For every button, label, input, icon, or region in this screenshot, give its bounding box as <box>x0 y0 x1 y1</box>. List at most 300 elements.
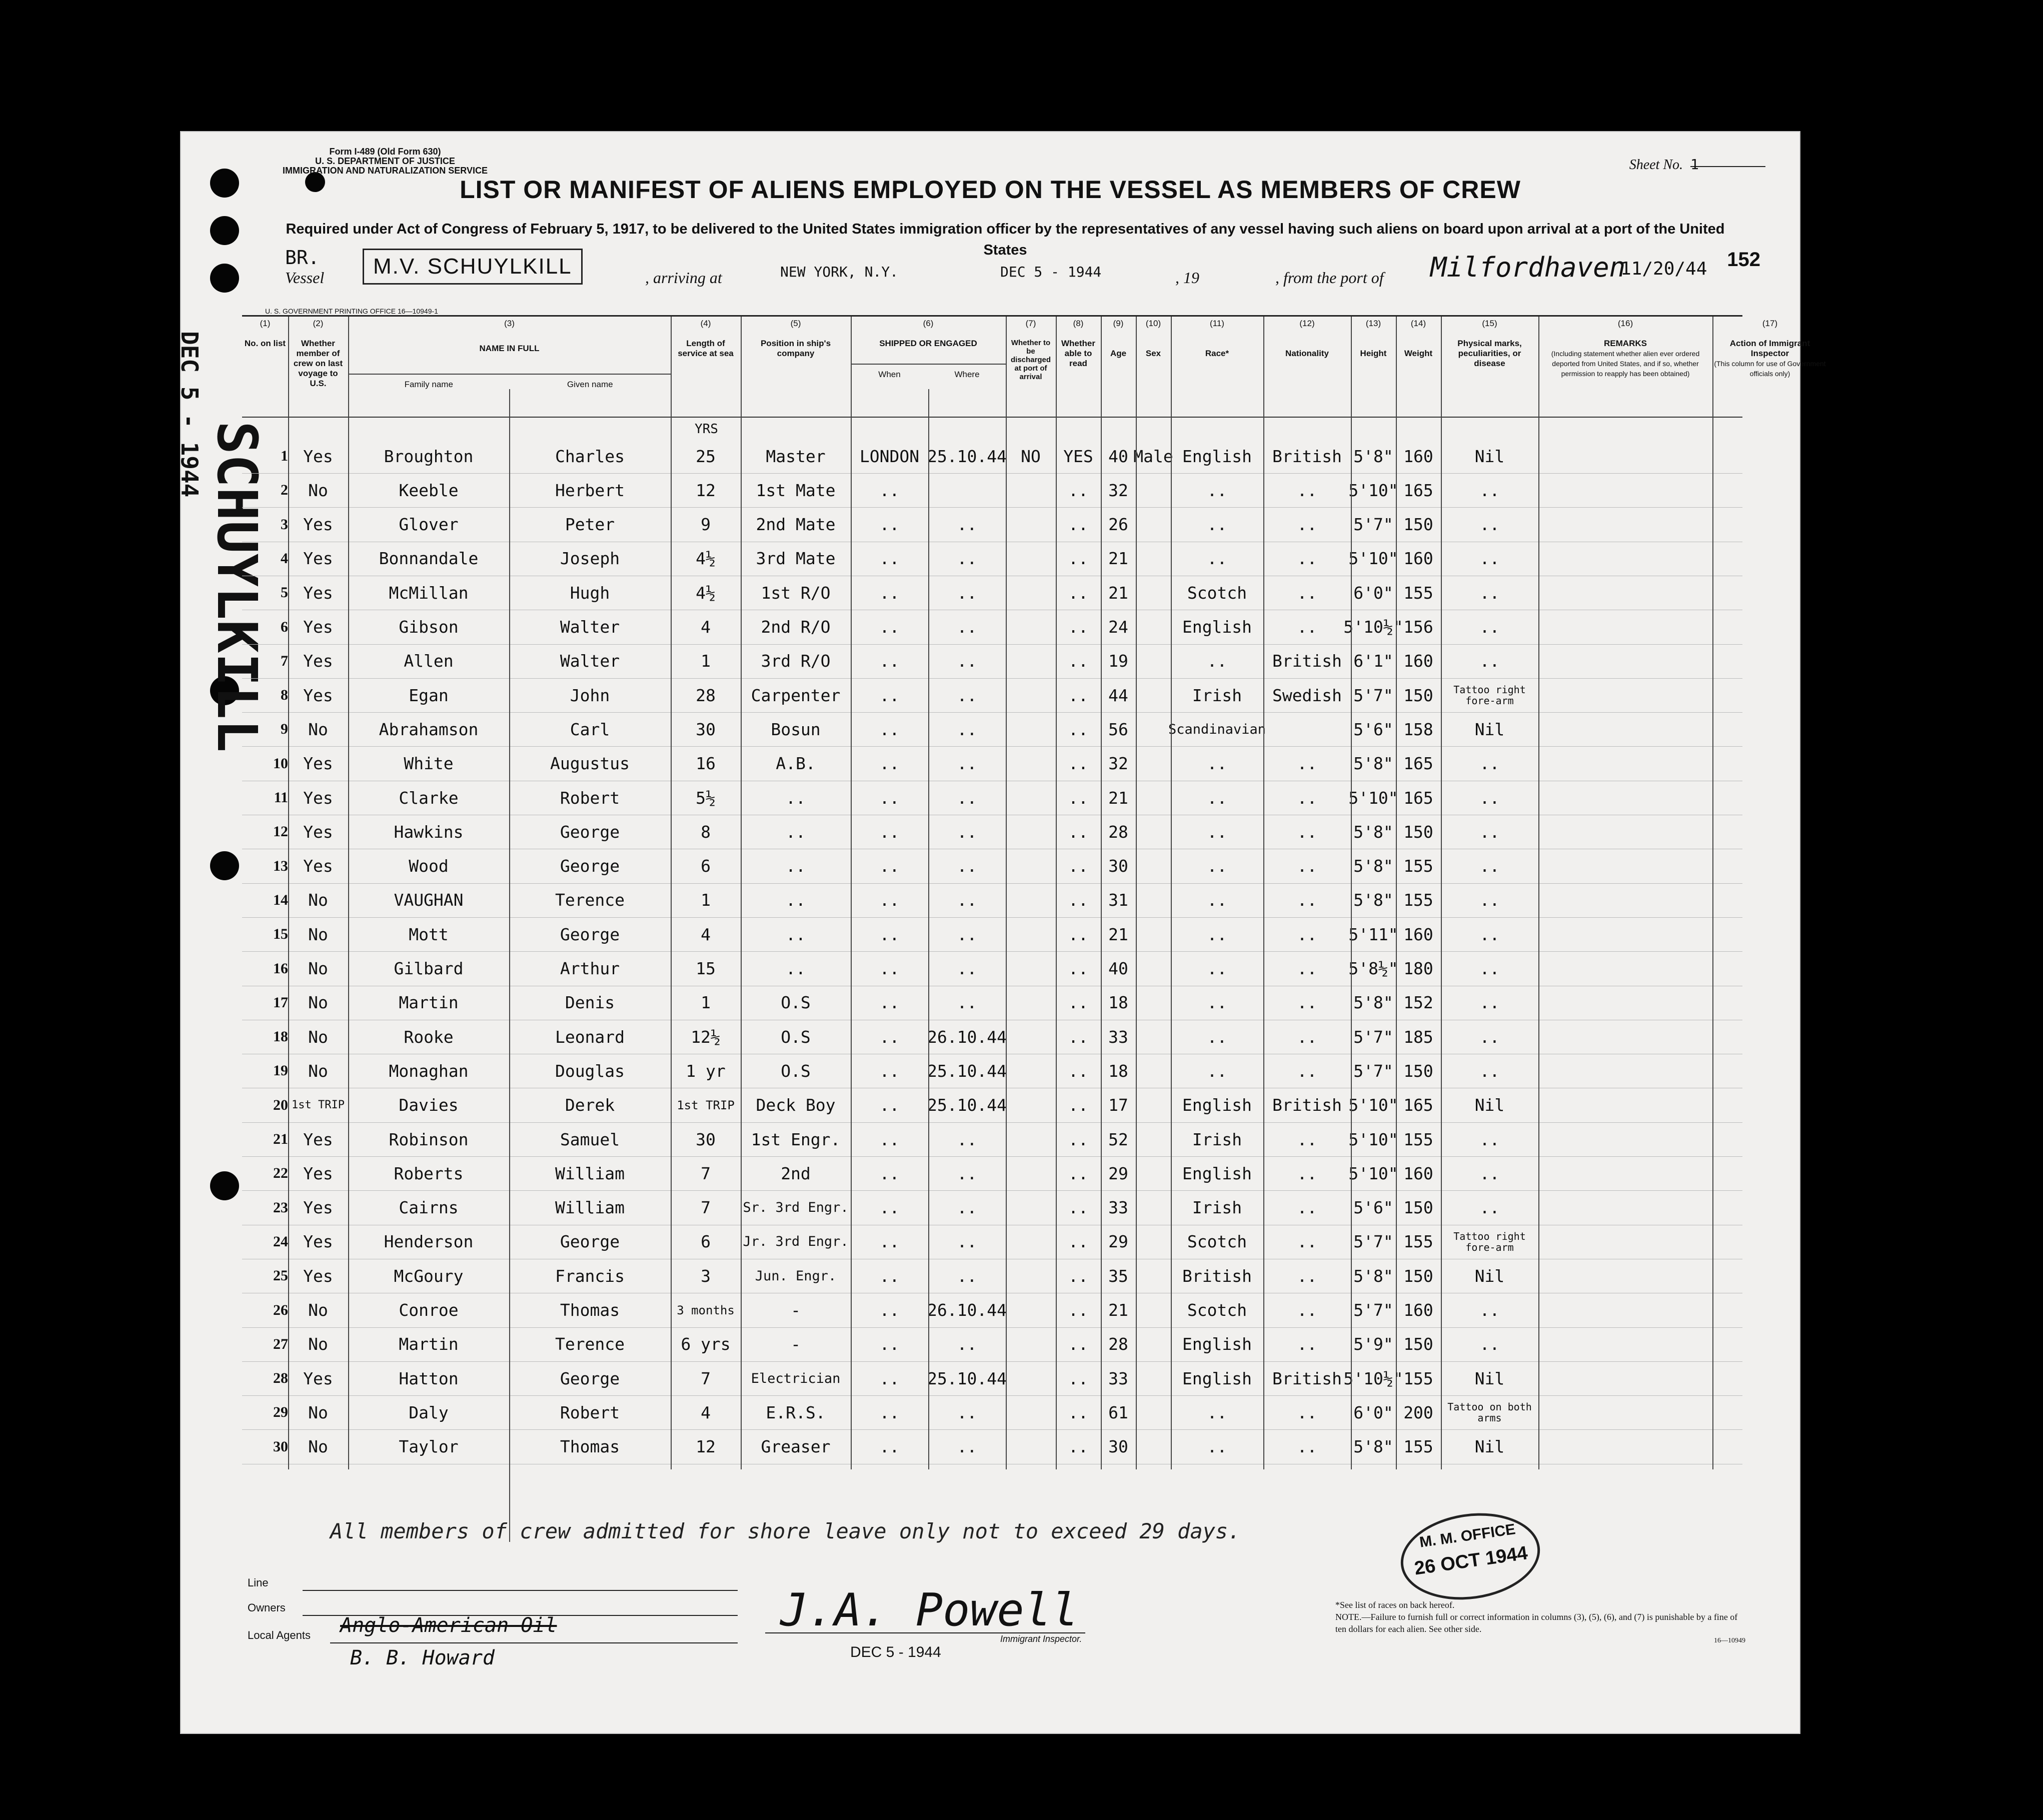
sex: Male <box>1133 446 1173 466</box>
nationality: British <box>1272 1095 1342 1115</box>
age: 17 <box>1108 1095 1128 1115</box>
row-number: 2 <box>281 482 288 499</box>
column-rule <box>1006 317 1007 1469</box>
weight: 165 <box>1403 754 1433 774</box>
physical-marks: Tattoo right fore-arm <box>1453 684 1526 707</box>
age: 56 <box>1108 719 1128 739</box>
header-race: (11) Race* <box>1205 319 1229 358</box>
nationality: .. <box>1297 1437 1317 1457</box>
weight: 150 <box>1403 822 1433 842</box>
given-name: Arthur <box>560 959 620 978</box>
nationality: .. <box>1297 822 1317 842</box>
position: Jr. 3rd Engr. <box>743 1234 849 1250</box>
column-rule <box>1396 317 1397 1469</box>
given-name: Peter <box>565 515 615 535</box>
service-length: 1 <box>701 651 711 671</box>
service-length: 8 <box>701 822 711 842</box>
age: 21 <box>1108 924 1128 944</box>
header-remarks: (16) REMARKS (Including statement whether alien ever ordered deported from United States, and if so, whether permission to reapply has been obtained) <box>1551 319 1700 378</box>
service-length: 30 <box>696 1129 716 1149</box>
able-to-read: .. <box>1068 1129 1088 1149</box>
office-stamp-date: 26 OCT 1944 <box>1413 1542 1529 1579</box>
shipped-where: 25.10.44 <box>927 1095 1007 1115</box>
race: English <box>1182 617 1252 637</box>
family-name: McMillan <box>389 583 469 603</box>
height: 5'10" <box>1348 788 1398 808</box>
row-number: 22 <box>273 1165 288 1182</box>
header-shipped: (6) SHIPPED OR ENGAGED When Where <box>851 317 1006 417</box>
discharged <box>1006 712 1056 746</box>
family-name: Gilbard <box>394 959 464 978</box>
table-row <box>242 542 1742 576</box>
shipped-when: .. <box>879 1437 900 1457</box>
discharged <box>1006 883 1056 917</box>
shipped-when: .. <box>879 719 900 739</box>
shipped-when: .. <box>879 788 900 808</box>
weight: 155 <box>1403 890 1433 910</box>
service-length: 4½ <box>696 583 716 603</box>
nationality: .. <box>1297 959 1317 978</box>
age: 29 <box>1108 1232 1128 1252</box>
shipped-where: .. <box>957 685 977 705</box>
age: 21 <box>1108 549 1128 569</box>
given-name: Joseph <box>560 549 620 569</box>
weight: 155 <box>1403 856 1433 876</box>
nationality: British <box>1272 446 1342 466</box>
able-to-read: .. <box>1068 856 1088 876</box>
able-to-read: .. <box>1068 719 1088 739</box>
sex <box>1136 1259 1171 1293</box>
table-row <box>242 1361 1742 1396</box>
sex <box>1136 610 1171 644</box>
height: 5'8" <box>1353 890 1393 910</box>
required-statement: Required under Act of Congress of February 5, 1917, to be delivered to the United States immigration officer by the representatives of any vessel having such aliens on board upon arrival at a port of the United States <box>286 221 1725 258</box>
inspector-signature: J.A. Powell <box>780 1584 1079 1636</box>
header-position: (5) Position in ship's company <box>760 319 831 358</box>
discharged <box>1006 917 1056 951</box>
shipped-where: .. <box>957 856 977 876</box>
age: 19 <box>1108 651 1128 671</box>
sex <box>1136 781 1171 815</box>
last-voyage: Yes <box>303 1232 333 1252</box>
height: 5'7" <box>1353 1232 1393 1252</box>
arriving-label: , arriving at <box>645 269 722 287</box>
able-to-read: .. <box>1068 1061 1088 1081</box>
shipped-where: 25.10.44 <box>927 1368 1007 1388</box>
family-name: Bonnandale <box>379 549 479 569</box>
sex <box>1136 849 1171 883</box>
height: 5'10" <box>1348 1095 1398 1115</box>
page-title: LIST OR MANIFEST OF ALIENS EMPLOYED ON THE VESSEL AS MEMBERS OF CREW <box>460 176 1521 204</box>
shipped-when: .. <box>879 1061 900 1081</box>
shipped-where: .. <box>957 1437 977 1457</box>
shipped-when: .. <box>879 1232 900 1252</box>
discharged <box>1006 1122 1056 1156</box>
shipped-when: .. <box>879 856 900 876</box>
shipped-when: .. <box>879 617 900 637</box>
service-length: 1 <box>701 993 711 1013</box>
races-note: *See list of races on back hereof. <box>1335 1600 1455 1610</box>
physical-marks: .. <box>1479 1198 1500 1218</box>
family-name: Robinson <box>389 1129 469 1149</box>
position: 3rd R/O <box>761 651 831 671</box>
last-voyage: No <box>308 959 328 978</box>
position: Bosun <box>771 719 821 739</box>
column-rule <box>1056 317 1057 1469</box>
discharged <box>1006 1225 1056 1259</box>
able-to-read: .. <box>1068 1402 1088 1422</box>
nationality: .. <box>1297 1266 1317 1286</box>
manifest-sheet <box>176 131 1826 1734</box>
physical-marks: .. <box>1479 617 1500 637</box>
shipped-where: 25.10.44 <box>927 446 1007 466</box>
physical-marks: .. <box>1479 1027 1500 1047</box>
given-name: William <box>555 1198 625 1218</box>
able-to-read: .. <box>1068 1300 1088 1320</box>
discharged: NO <box>1021 446 1041 466</box>
physical-marks: Nil <box>1474 1368 1505 1388</box>
position: - <box>791 1300 801 1320</box>
column-rule <box>288 317 289 1469</box>
able-to-read: YES <box>1063 446 1093 466</box>
position: 2nd <box>781 1163 811 1183</box>
sheet-number <box>1629 156 1765 173</box>
given-name: Douglas <box>555 1061 625 1081</box>
race: .. <box>1207 651 1227 671</box>
service-length: 12 <box>696 1437 716 1457</box>
height: 5'11" <box>1348 924 1398 944</box>
physical-marks: .. <box>1479 1163 1500 1183</box>
row-number: 23 <box>273 1199 288 1216</box>
last-voyage: No <box>308 1437 328 1457</box>
last-voyage: 1st TRIP <box>292 1099 345 1112</box>
shipped-when: .. <box>879 1266 900 1286</box>
given-name: Charles <box>555 446 625 466</box>
position: 2nd Mate <box>756 515 836 535</box>
given-name: Thomas <box>560 1300 620 1320</box>
discharged <box>1006 542 1056 576</box>
shipped-where: .. <box>957 959 977 978</box>
weight: 160 <box>1403 1300 1433 1320</box>
shipped-where: .. <box>957 549 977 569</box>
given-name: George <box>560 1232 620 1252</box>
vessel-label: Vessel <box>285 269 325 287</box>
footnotes <box>1335 1599 1745 1647</box>
height: 5'6" <box>1353 719 1393 739</box>
family-name: Mott <box>409 924 449 944</box>
weight: 150 <box>1403 1266 1433 1286</box>
discharged <box>1006 1361 1056 1395</box>
position: .. <box>786 856 806 876</box>
discharged <box>1006 473 1056 507</box>
height: 5'10" <box>1348 549 1398 569</box>
height: 5'7" <box>1353 515 1393 535</box>
nationality: .. <box>1297 480 1317 500</box>
shipped-when: .. <box>879 583 900 603</box>
given-name: Denis <box>565 993 615 1013</box>
service-length: 1st TRIP <box>677 1098 735 1112</box>
last-voyage: Yes <box>303 1368 333 1388</box>
service-length: 9 <box>701 515 711 535</box>
race: English <box>1182 1163 1252 1183</box>
table-row <box>242 439 1742 474</box>
position: Electrician <box>751 1370 841 1386</box>
weight: 185 <box>1403 1027 1433 1047</box>
race: Scotch <box>1187 583 1247 603</box>
family-name: Conroe <box>399 1300 459 1320</box>
race: .. <box>1207 754 1227 774</box>
family-name: Monaghan <box>389 1061 469 1081</box>
last-voyage: No <box>308 480 328 500</box>
margin-stamp-name: SCHUYLKILL <box>205 421 269 753</box>
nationality: .. <box>1297 1334 1317 1354</box>
row-number: 1 <box>281 448 288 464</box>
sex <box>1136 576 1171 610</box>
discharged <box>1006 1054 1056 1088</box>
last-voyage: Yes <box>303 515 333 535</box>
sex <box>1136 1361 1171 1395</box>
table-row <box>242 576 1742 610</box>
position: .. <box>786 924 806 944</box>
shipped-where: .. <box>957 515 977 535</box>
weight: 150 <box>1403 685 1433 705</box>
penalty-note: NOTE.—Failure to furnish full or correct information in columns (3), (5), (6), and (7) is punishable by a fine of ten dollars for each alien. See other side. <box>1335 1612 1738 1634</box>
service-length: 12½ <box>691 1027 721 1047</box>
weight: 150 <box>1403 1198 1433 1218</box>
column-rule <box>1101 317 1102 1469</box>
sex <box>1136 542 1171 576</box>
row-number: 11 <box>274 789 288 806</box>
height: 5'8" <box>1353 1437 1393 1457</box>
row-number: 16 <box>273 960 288 977</box>
physical-marks: Nil <box>1474 446 1505 466</box>
race: .. <box>1207 890 1227 910</box>
nationality: .. <box>1297 856 1317 876</box>
position: O.S <box>781 993 811 1013</box>
age: 33 <box>1108 1027 1128 1047</box>
weight: 160 <box>1403 924 1433 944</box>
nationality: .. <box>1297 1061 1317 1081</box>
shipped-where: .. <box>957 1334 977 1354</box>
last-voyage: Yes <box>303 583 333 603</box>
age: 40 <box>1108 446 1128 466</box>
service-length: 4 <box>701 924 711 944</box>
race: .. <box>1207 1061 1227 1081</box>
nationality: British <box>1272 651 1342 671</box>
row-number: 21 <box>273 1131 288 1147</box>
shipped-where: .. <box>957 1402 977 1422</box>
age: 18 <box>1108 993 1128 1013</box>
race: .. <box>1207 1402 1227 1422</box>
shipped-when: .. <box>879 924 900 944</box>
height: 5'10" <box>1348 480 1398 500</box>
race: Scotch <box>1187 1300 1247 1320</box>
age: 28 <box>1108 1334 1128 1354</box>
shipped-where: .. <box>957 924 977 944</box>
family-name: Martin <box>399 1334 459 1354</box>
table-row <box>242 1088 1742 1123</box>
service-length: 30 <box>696 719 716 739</box>
height: 5'10½" <box>1343 1368 1403 1388</box>
physical-marks: Nil <box>1474 1266 1505 1286</box>
given-name: William <box>555 1163 625 1183</box>
page-number: 152 <box>1727 249 1760 271</box>
arriving-port: NEW YORK, N.Y. <box>780 264 899 280</box>
race: .. <box>1207 1027 1227 1047</box>
weight: 200 <box>1403 1402 1433 1422</box>
inspector-label: Immigrant Inspector. <box>1000 1634 1082 1644</box>
discharged <box>1006 1430 1056 1464</box>
last-voyage: Yes <box>303 788 333 808</box>
service-length: 1 <box>701 890 711 910</box>
table-row <box>242 1156 1742 1191</box>
able-to-read: .. <box>1068 1266 1088 1286</box>
weight: 150 <box>1403 1334 1433 1354</box>
sex <box>1136 986 1171 1020</box>
age: 26 <box>1108 515 1128 535</box>
age: 32 <box>1108 754 1128 774</box>
age: 33 <box>1108 1368 1128 1388</box>
shipped-where: .. <box>957 719 977 739</box>
family-name: Rooke <box>404 1027 454 1047</box>
name-subheaders <box>348 374 671 390</box>
discharged <box>1006 1156 1056 1190</box>
header-age: (9) Age <box>1110 319 1127 358</box>
given-name: George <box>560 856 620 876</box>
nationality <box>1263 712 1351 746</box>
given-name: Samuel <box>560 1129 620 1149</box>
physical-marks: .. <box>1479 788 1500 808</box>
from-port: Milfordhaven <box>1430 252 1626 283</box>
shipped-when: .. <box>879 1198 900 1218</box>
column-rule <box>1263 317 1264 1469</box>
shipped-when: .. <box>879 515 900 535</box>
position: 1st Mate <box>756 480 836 500</box>
agents-value: Anglo-American Oil <box>340 1614 557 1637</box>
able-to-read: .. <box>1068 1334 1088 1354</box>
age: 35 <box>1108 1266 1128 1286</box>
weight: 165 <box>1403 480 1433 500</box>
physical-marks: .. <box>1479 1061 1500 1081</box>
table-row <box>242 815 1742 849</box>
shipped-where: .. <box>957 1129 977 1149</box>
age: 30 <box>1108 856 1128 876</box>
column-rule <box>671 317 672 1469</box>
table-row <box>242 508 1742 542</box>
weight: 150 <box>1403 1061 1433 1081</box>
race: .. <box>1207 480 1227 500</box>
age: 52 <box>1108 1129 1128 1149</box>
header-service-length: (4) Length of service at sea <box>678 319 734 358</box>
height: 5'7" <box>1353 685 1393 705</box>
row-number: 27 <box>273 1335 288 1352</box>
row-number: 18 <box>273 1028 288 1045</box>
sex <box>1136 1088 1171 1122</box>
race: Irish <box>1192 1198 1242 1218</box>
table-row <box>242 473 1742 508</box>
agents-signature: B. B. Howard <box>350 1646 495 1669</box>
discharged <box>1006 1327 1056 1361</box>
position: .. <box>786 890 806 910</box>
given-name: Francis <box>555 1266 625 1286</box>
height: 5'10" <box>1348 1163 1398 1183</box>
race: Irish <box>1192 685 1242 705</box>
service-length: 6 yrs <box>681 1334 731 1354</box>
physical-marks: .. <box>1479 651 1500 671</box>
row-number: 14 <box>273 891 288 908</box>
given-name: Leonard <box>555 1027 625 1047</box>
race: .. <box>1207 822 1227 842</box>
family-name: VAUGHAN <box>394 890 464 910</box>
family-name: Roberts <box>394 1163 464 1183</box>
punch-hole <box>210 1171 239 1200</box>
height: 5'7" <box>1353 1061 1393 1081</box>
shipped-when: .. <box>879 1402 900 1422</box>
row-number: 29 <box>273 1404 288 1421</box>
nationality: .. <box>1297 1300 1317 1320</box>
table-row <box>242 1225 1742 1259</box>
weight: 160 <box>1403 446 1433 466</box>
printer-line: U. S. GOVERNMENT PRINTING OFFICE 16—10949-1 <box>265 307 438 315</box>
nationality: .. <box>1297 1232 1317 1252</box>
given-name: Carl <box>570 719 610 739</box>
service-length: 4½ <box>696 549 716 569</box>
nationality: .. <box>1297 1198 1317 1218</box>
column-rule <box>1712 317 1713 1469</box>
sex <box>1136 1156 1171 1190</box>
admission-note: All members of crew admitted for shore leave only not to exceed 29 days. <box>330 1519 1241 1543</box>
physical-marks: .. <box>1479 924 1500 944</box>
able-to-read: .. <box>1068 685 1088 705</box>
discharged <box>1006 952 1056 986</box>
physical-marks: .. <box>1479 959 1500 978</box>
nationality: .. <box>1297 617 1317 637</box>
weight: 165 <box>1403 788 1433 808</box>
table-row <box>242 1259 1742 1293</box>
weight: 160 <box>1403 651 1433 671</box>
sex <box>1136 747 1171 781</box>
last-voyage: No <box>308 1300 328 1320</box>
weight: 180 <box>1403 959 1433 978</box>
discharged <box>1006 1293 1056 1327</box>
punch-hole <box>210 216 239 245</box>
shipped-where: .. <box>957 617 977 637</box>
able-to-read: .. <box>1068 617 1088 637</box>
weight: 160 <box>1403 1163 1433 1183</box>
row-number: 25 <box>273 1267 288 1284</box>
shipped-when: .. <box>879 1095 900 1115</box>
shipped-when: .. <box>879 1300 900 1320</box>
physical-marks: .. <box>1479 1300 1500 1320</box>
sex <box>1136 952 1171 986</box>
weight: 160 <box>1403 549 1433 569</box>
nationality: .. <box>1297 924 1317 944</box>
shipped-where: .. <box>957 890 977 910</box>
arrival-date: DEC 5 - 1944 <box>1000 264 1102 280</box>
service-length: 3 <box>701 1266 711 1286</box>
family-name: Gibson <box>399 617 459 637</box>
weight: 165 <box>1403 1095 1433 1115</box>
family-name: Daly <box>409 1402 449 1422</box>
service-length: 6 <box>701 1232 711 1252</box>
weight: 156 <box>1403 617 1433 637</box>
last-voyage: Yes <box>303 1129 333 1149</box>
position: Sr. 3rd Engr. <box>743 1200 849 1216</box>
discharged <box>1006 986 1056 1020</box>
discharged <box>1006 1395 1056 1429</box>
shipped-where: .. <box>957 583 977 603</box>
last-voyage: No <box>308 924 328 944</box>
